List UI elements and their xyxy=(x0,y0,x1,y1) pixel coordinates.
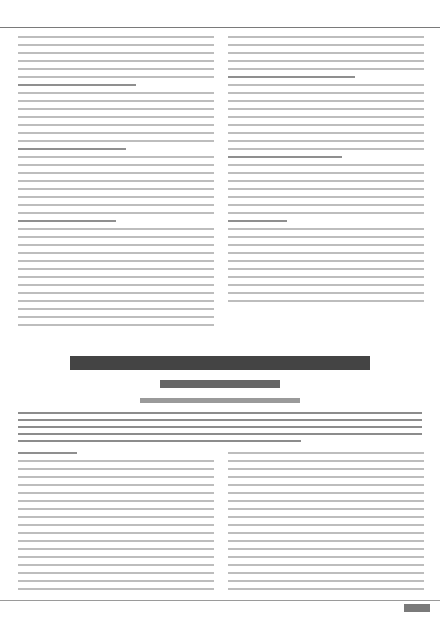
right-column-lower xyxy=(228,452,424,592)
page-number-mark xyxy=(404,604,430,612)
right-column-upper xyxy=(228,36,424,338)
header-rule xyxy=(0,27,440,28)
left-column-upper xyxy=(18,36,214,338)
abstract-block xyxy=(18,412,422,447)
footer-rule xyxy=(0,600,440,601)
article-title-block xyxy=(60,356,380,403)
left-column-lower xyxy=(18,452,214,592)
